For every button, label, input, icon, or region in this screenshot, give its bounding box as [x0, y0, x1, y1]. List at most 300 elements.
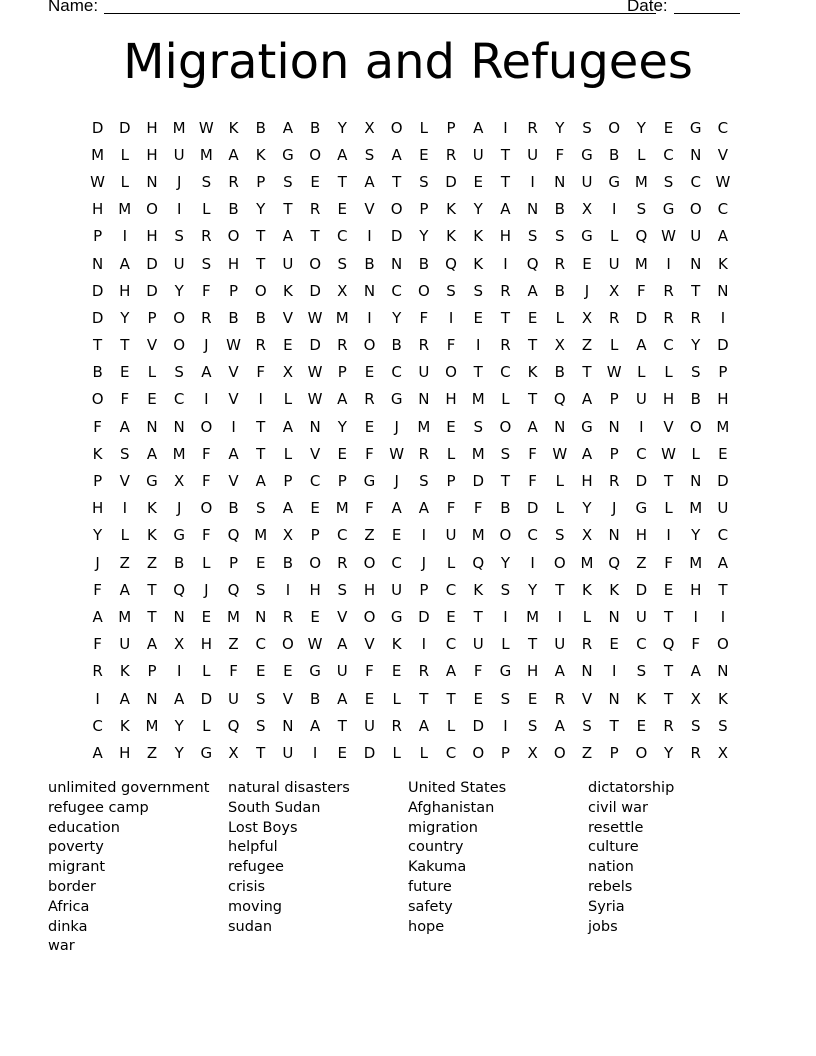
grid-letter: R: [228, 172, 239, 191]
grid-letter: O: [363, 607, 376, 626]
grid-letter: L: [283, 444, 293, 463]
grid-letter: Q: [472, 553, 485, 572]
grid-letter: C: [92, 716, 103, 735]
grid-letter: M: [335, 308, 349, 327]
grid-letter: Q: [445, 254, 457, 273]
grid-letter: L: [501, 390, 510, 409]
grid-letter: U: [472, 635, 484, 654]
grid-letter: I: [639, 417, 644, 436]
grid-letter: J: [611, 499, 617, 518]
grid-letter: E: [419, 145, 429, 164]
grid-letter: L: [446, 444, 456, 463]
grid-letter: M: [471, 390, 485, 409]
grid-letter: F: [419, 308, 429, 327]
grid-letter: A: [500, 200, 511, 219]
word-list-item: Kakuma: [408, 859, 467, 876]
grid-letter: K: [282, 281, 293, 300]
grid-letter: L: [120, 172, 129, 191]
grid-letter: G: [390, 390, 403, 409]
grid-letter: N: [391, 254, 403, 273]
grid-letter: W: [90, 172, 106, 191]
grid-letter: W: [198, 118, 214, 137]
grid-letter: O: [390, 200, 403, 219]
grid-letter: T: [691, 281, 701, 300]
grid-letter: G: [146, 472, 158, 491]
grid-letter: E: [310, 499, 320, 518]
grid-letter: D: [445, 172, 457, 191]
grid-letter: O: [146, 200, 158, 219]
grid-letter: R: [282, 607, 294, 626]
grid-letter: U: [282, 743, 294, 762]
grid-letter: N: [717, 662, 729, 681]
grid-letter: O: [499, 417, 512, 436]
grid-letter: G: [282, 145, 294, 164]
grid-letter: V: [581, 689, 593, 708]
grid-letter: A: [636, 336, 647, 355]
grid-letter: T: [120, 336, 130, 355]
grid-letter: S: [690, 363, 701, 382]
grid-letter: L: [555, 472, 564, 491]
grid-letter: H: [635, 526, 647, 545]
word-list-item: culture: [588, 839, 639, 856]
grid-letter: D: [472, 716, 484, 735]
grid-letter: W: [226, 336, 241, 355]
grid-letter: K: [473, 227, 484, 246]
grid-letter: N: [554, 417, 566, 436]
grid-letter: H: [227, 254, 240, 273]
grid-letter: S: [446, 281, 456, 300]
name-label: Name:: [48, 0, 99, 15]
grid-letter: B: [228, 200, 239, 219]
grid-letter: K: [636, 689, 647, 708]
grid-letter: H: [309, 580, 321, 599]
word-list-item: Syria: [588, 898, 625, 915]
grid-letter: B: [174, 553, 185, 572]
grid-letter: X: [282, 363, 294, 382]
grid-letter: X: [581, 526, 593, 545]
grid-letter: C: [337, 227, 348, 246]
grid-letter: F: [365, 444, 374, 463]
grid-letter: H: [146, 227, 158, 246]
grid-letter: U: [717, 499, 729, 518]
grid-letter: R: [500, 336, 511, 355]
grid-letter: Q: [608, 553, 621, 572]
grid-letter: T: [609, 716, 619, 735]
grid-letter: T: [473, 363, 483, 382]
grid-letter: G: [581, 227, 593, 246]
grid-letter: Z: [636, 553, 647, 572]
grid-letter: S: [718, 716, 728, 735]
grid-letter: M: [118, 607, 132, 626]
word-list-item: sudan: [228, 918, 273, 935]
grid-letter: S: [255, 499, 266, 518]
grid-letter: U: [554, 635, 566, 654]
grid-letter: K: [717, 254, 728, 273]
grid-letter: H: [581, 472, 593, 491]
grid-letter: P: [446, 472, 456, 491]
grid-letter: L: [202, 553, 211, 572]
grid-letter: D: [91, 308, 104, 327]
grid-letter: F: [473, 499, 483, 518]
grid-letter: W: [661, 227, 676, 246]
word-list-item: United States: [408, 780, 507, 796]
grid-letter: A: [391, 145, 402, 164]
grid-letter: L: [392, 743, 401, 762]
grid-letter: R: [608, 472, 620, 491]
grid-letter: Y: [174, 743, 184, 762]
grid-letter: B: [500, 499, 511, 518]
letter-grid: [84, 114, 737, 767]
grid-letter: Y: [256, 200, 266, 219]
grid-letter: B: [309, 689, 321, 708]
word-list-item: migration: [408, 819, 478, 836]
grid-letter: L: [664, 499, 673, 518]
grid-letter: T: [337, 716, 347, 735]
grid-letter: D: [635, 472, 648, 491]
grid-letter: N: [91, 254, 104, 273]
grid-letter: L: [120, 145, 129, 164]
grid-letter: Q: [526, 254, 539, 273]
grid-letter: F: [120, 390, 130, 409]
grid-letter: A: [581, 444, 593, 463]
grid-letter: T: [663, 472, 674, 491]
grid-letter: D: [309, 336, 321, 355]
word-list-item: safety: [408, 898, 453, 915]
grid-letter: F: [202, 281, 211, 300]
grid-letter: G: [499, 662, 512, 681]
grid-letter: X: [717, 743, 729, 762]
grid-letter: P: [500, 743, 510, 762]
grid-letter: E: [364, 417, 375, 436]
page-title: Migration and Refugees: [123, 34, 693, 90]
grid-letter: I: [611, 662, 617, 681]
grid-letter: D: [472, 472, 484, 491]
grid-letter: N: [690, 145, 702, 164]
grid-letter: E: [446, 417, 456, 436]
grid-letter: I: [285, 580, 291, 599]
grid-letter: A: [337, 689, 348, 708]
grid-letter: H: [717, 390, 729, 409]
grid-letter: S: [419, 172, 429, 191]
grid-letter: N: [608, 607, 620, 626]
grid-letter: K: [717, 689, 728, 708]
grid-letter: D: [119, 118, 131, 137]
grid-letter: C: [636, 635, 647, 654]
grid-letter: I: [720, 308, 726, 327]
grid-letter: K: [255, 145, 266, 164]
grid-letter: O: [417, 281, 430, 300]
grid-letter: P: [283, 472, 293, 491]
grid-letter: U: [336, 662, 348, 681]
grid-letter: B: [554, 200, 565, 219]
grid-letter: E: [255, 662, 266, 681]
grid-letter: U: [472, 145, 484, 164]
grid-letter: G: [390, 607, 403, 626]
grid-letter: K: [473, 254, 484, 273]
grid-letter: S: [555, 227, 565, 246]
grid-letter: D: [363, 743, 376, 762]
grid-letter: N: [146, 172, 158, 191]
grid-letter: Y: [582, 499, 592, 518]
grid-letter: R: [201, 308, 212, 327]
grid-letter: A: [255, 472, 266, 491]
grid-letter: L: [637, 363, 646, 382]
grid-letter: F: [528, 472, 537, 491]
grid-letter: H: [662, 390, 675, 409]
grid-letter: I: [122, 499, 127, 518]
grid-letter: W: [307, 308, 323, 327]
grid-letter: L: [120, 526, 129, 545]
grid-letter: Y: [473, 200, 483, 219]
grid-letter: C: [391, 281, 402, 300]
grid-letter: W: [307, 635, 323, 654]
grid-letter: E: [663, 118, 674, 137]
grid-letter: R: [418, 444, 430, 463]
grid-letter: N: [255, 607, 267, 626]
grid-letter: A: [119, 417, 130, 436]
grid-letter: U: [228, 689, 240, 708]
grid-letter: U: [581, 172, 593, 191]
grid-letter: N: [554, 172, 566, 191]
grid-letter: I: [503, 607, 508, 626]
grid-letter: P: [609, 390, 619, 409]
grid-letter: A: [309, 716, 321, 735]
grid-letter: A: [554, 662, 565, 681]
grid-letter: V: [146, 336, 158, 355]
grid-letter: A: [92, 607, 103, 626]
grid-letter: O: [553, 743, 566, 762]
grid-letter: R: [554, 254, 565, 273]
grid-letter: I: [367, 308, 372, 327]
grid-letter: B: [92, 363, 103, 382]
grid-letter: R: [337, 336, 348, 355]
grid-letter: S: [337, 254, 348, 273]
grid-letter: L: [147, 363, 157, 382]
grid-letter: P: [310, 526, 320, 545]
grid-letter: F: [664, 553, 673, 572]
grid-letter: C: [717, 118, 729, 137]
grid-letter: A: [337, 145, 348, 164]
grid-letter: Q: [227, 716, 240, 735]
grid-letter: M: [227, 607, 240, 626]
grid-letter: H: [119, 281, 131, 300]
grid-letter: F: [555, 145, 565, 164]
word-list-item: Lost Boys: [228, 819, 298, 836]
grid-letter: B: [554, 363, 565, 382]
grid-letter: R: [364, 390, 375, 409]
grid-letter: S: [283, 172, 293, 191]
grid-letter: T: [147, 607, 157, 626]
word-list-item: education: [48, 819, 120, 836]
grid-letter: C: [173, 390, 185, 409]
grid-letter: G: [581, 417, 593, 436]
grid-letter: O: [363, 553, 376, 572]
grid-letter: I: [231, 417, 236, 436]
grid-letter: H: [119, 743, 131, 762]
name-blank-line: [104, 13, 656, 14]
grid-letter: Z: [581, 336, 593, 355]
grid-letter: H: [91, 200, 104, 219]
grid-letter: V: [282, 308, 294, 327]
grid-letter: O: [635, 743, 648, 762]
grid-letter: H: [363, 580, 376, 599]
grid-letter: G: [689, 118, 702, 137]
grid-letter: E: [718, 444, 728, 463]
grid-letter: A: [554, 716, 565, 735]
grid-letter: E: [364, 689, 375, 708]
grid-letter: V: [309, 444, 321, 463]
grid-letter: E: [310, 607, 320, 626]
grid-letter: T: [147, 580, 157, 599]
grid-letter: G: [581, 145, 593, 164]
grid-letter: T: [528, 635, 538, 654]
grid-letter: I: [312, 743, 318, 762]
grid-letter: Y: [174, 281, 184, 300]
grid-letter: Y: [337, 417, 347, 436]
grid-letter: P: [337, 472, 347, 491]
word-list-item: hope: [408, 918, 445, 935]
grid-letter: E: [636, 716, 647, 735]
grid-letter: A: [174, 689, 185, 708]
grid-letter: Y: [337, 118, 347, 137]
grid-letter: M: [172, 444, 186, 463]
word-list-item: civil war: [588, 799, 648, 816]
grid-letter: N: [608, 689, 620, 708]
grid-letter: Y: [174, 716, 184, 735]
grid-letter: G: [662, 200, 675, 219]
grid-letter: R: [690, 743, 701, 762]
grid-letter: R: [418, 336, 430, 355]
grid-letter: O: [254, 281, 267, 300]
grid-letter: M: [716, 417, 730, 436]
grid-letter: J: [204, 336, 209, 355]
grid-letter: V: [119, 472, 130, 491]
grid-letter: F: [365, 662, 374, 681]
grid-letter: M: [172, 118, 186, 137]
grid-letter: I: [611, 200, 617, 219]
grid-letter: F: [202, 472, 211, 491]
grid-letter: D: [635, 580, 648, 599]
grid-letter: F: [637, 281, 646, 300]
grid-letter: P: [337, 363, 347, 382]
grid-letter: S: [527, 716, 538, 735]
grid-letter: R: [500, 281, 511, 300]
word-list-column: [48, 779, 228, 957]
grid-letter: O: [390, 118, 403, 137]
grid-letter: D: [146, 281, 158, 300]
grid-letter: X: [581, 200, 593, 219]
grid-letter: S: [663, 172, 674, 191]
grid-letter: C: [445, 580, 457, 599]
grid-letter: I: [476, 336, 481, 355]
grid-letter: E: [473, 172, 483, 191]
grid-letter: X: [581, 308, 593, 327]
grid-letter: K: [446, 227, 456, 246]
grid-letter: R: [608, 308, 620, 327]
grid-letter: K: [527, 363, 538, 382]
grid-letter: U: [635, 390, 647, 409]
grid-letter: L: [202, 662, 211, 681]
grid-letter: T: [256, 254, 266, 273]
grid-letter: X: [527, 743, 538, 762]
grid-letter: A: [717, 227, 729, 246]
grid-letter: A: [119, 580, 130, 599]
grid-letter: M: [471, 444, 485, 463]
grid-letter: O: [227, 227, 240, 246]
grid-letter: H: [146, 118, 158, 137]
grid-letter: P: [419, 580, 429, 599]
grid-letter: B: [282, 553, 294, 572]
grid-letter: G: [173, 526, 185, 545]
word-list-item: dinka: [48, 918, 88, 935]
grid-letter: I: [666, 526, 671, 545]
word-list: [48, 779, 768, 957]
grid-letter: Y: [555, 118, 565, 137]
grid-letter: R: [92, 662, 103, 681]
grid-letter: I: [503, 118, 508, 137]
grid-letter: L: [446, 553, 456, 572]
grid-letter: A: [92, 743, 103, 762]
grid-letter: R: [663, 716, 674, 735]
word-list-item: nation: [588, 859, 634, 876]
grid-letter: B: [364, 254, 375, 273]
grid-letter: L: [691, 444, 700, 463]
word-list-item: unlimited government: [48, 780, 210, 796]
grid-letter: O: [689, 200, 702, 219]
grid-letter: Z: [146, 553, 158, 572]
grid-letter: F: [691, 635, 701, 654]
grid-letter: D: [717, 336, 729, 355]
grid-letter: I: [503, 716, 508, 735]
grid-letter: C: [636, 444, 647, 463]
grid-letter: H: [499, 227, 512, 246]
grid-letter: T: [500, 472, 510, 491]
grid-letter: T: [663, 662, 674, 681]
grid-letter: N: [690, 254, 702, 273]
grid-letter: O: [553, 553, 566, 572]
grid-letter: O: [200, 417, 213, 436]
grid-letter: M: [254, 526, 268, 545]
grid-letter: P: [93, 472, 103, 491]
grid-letter: L: [202, 716, 211, 735]
grid-letter: R: [391, 716, 402, 735]
grid-letter: M: [471, 526, 485, 545]
grid-letter: U: [635, 607, 647, 626]
grid-letter: J: [176, 499, 182, 518]
grid-letter: U: [391, 580, 403, 599]
grid-letter: A: [282, 227, 294, 246]
grid-letter: C: [309, 472, 321, 491]
grid-letter: I: [176, 662, 182, 681]
grid-letter: R: [690, 308, 701, 327]
grid-letter: A: [418, 499, 429, 518]
grid-letter: E: [120, 363, 130, 382]
grid-letter: T: [337, 172, 347, 191]
word-list-item: rebels: [588, 878, 633, 895]
grid-letter: V: [228, 390, 239, 409]
grid-letter: S: [555, 526, 565, 545]
grid-letter: U: [119, 635, 131, 654]
grid-letter: I: [122, 227, 127, 246]
grid-letter: O: [363, 336, 376, 355]
grid-letter: W: [389, 444, 405, 463]
grid-letter: G: [635, 499, 648, 518]
grid-letter: I: [421, 635, 427, 654]
grid-letter: N: [173, 607, 185, 626]
grid-letter: T: [256, 417, 266, 436]
grid-letter: T: [419, 689, 429, 708]
grid-letter: D: [635, 308, 648, 327]
